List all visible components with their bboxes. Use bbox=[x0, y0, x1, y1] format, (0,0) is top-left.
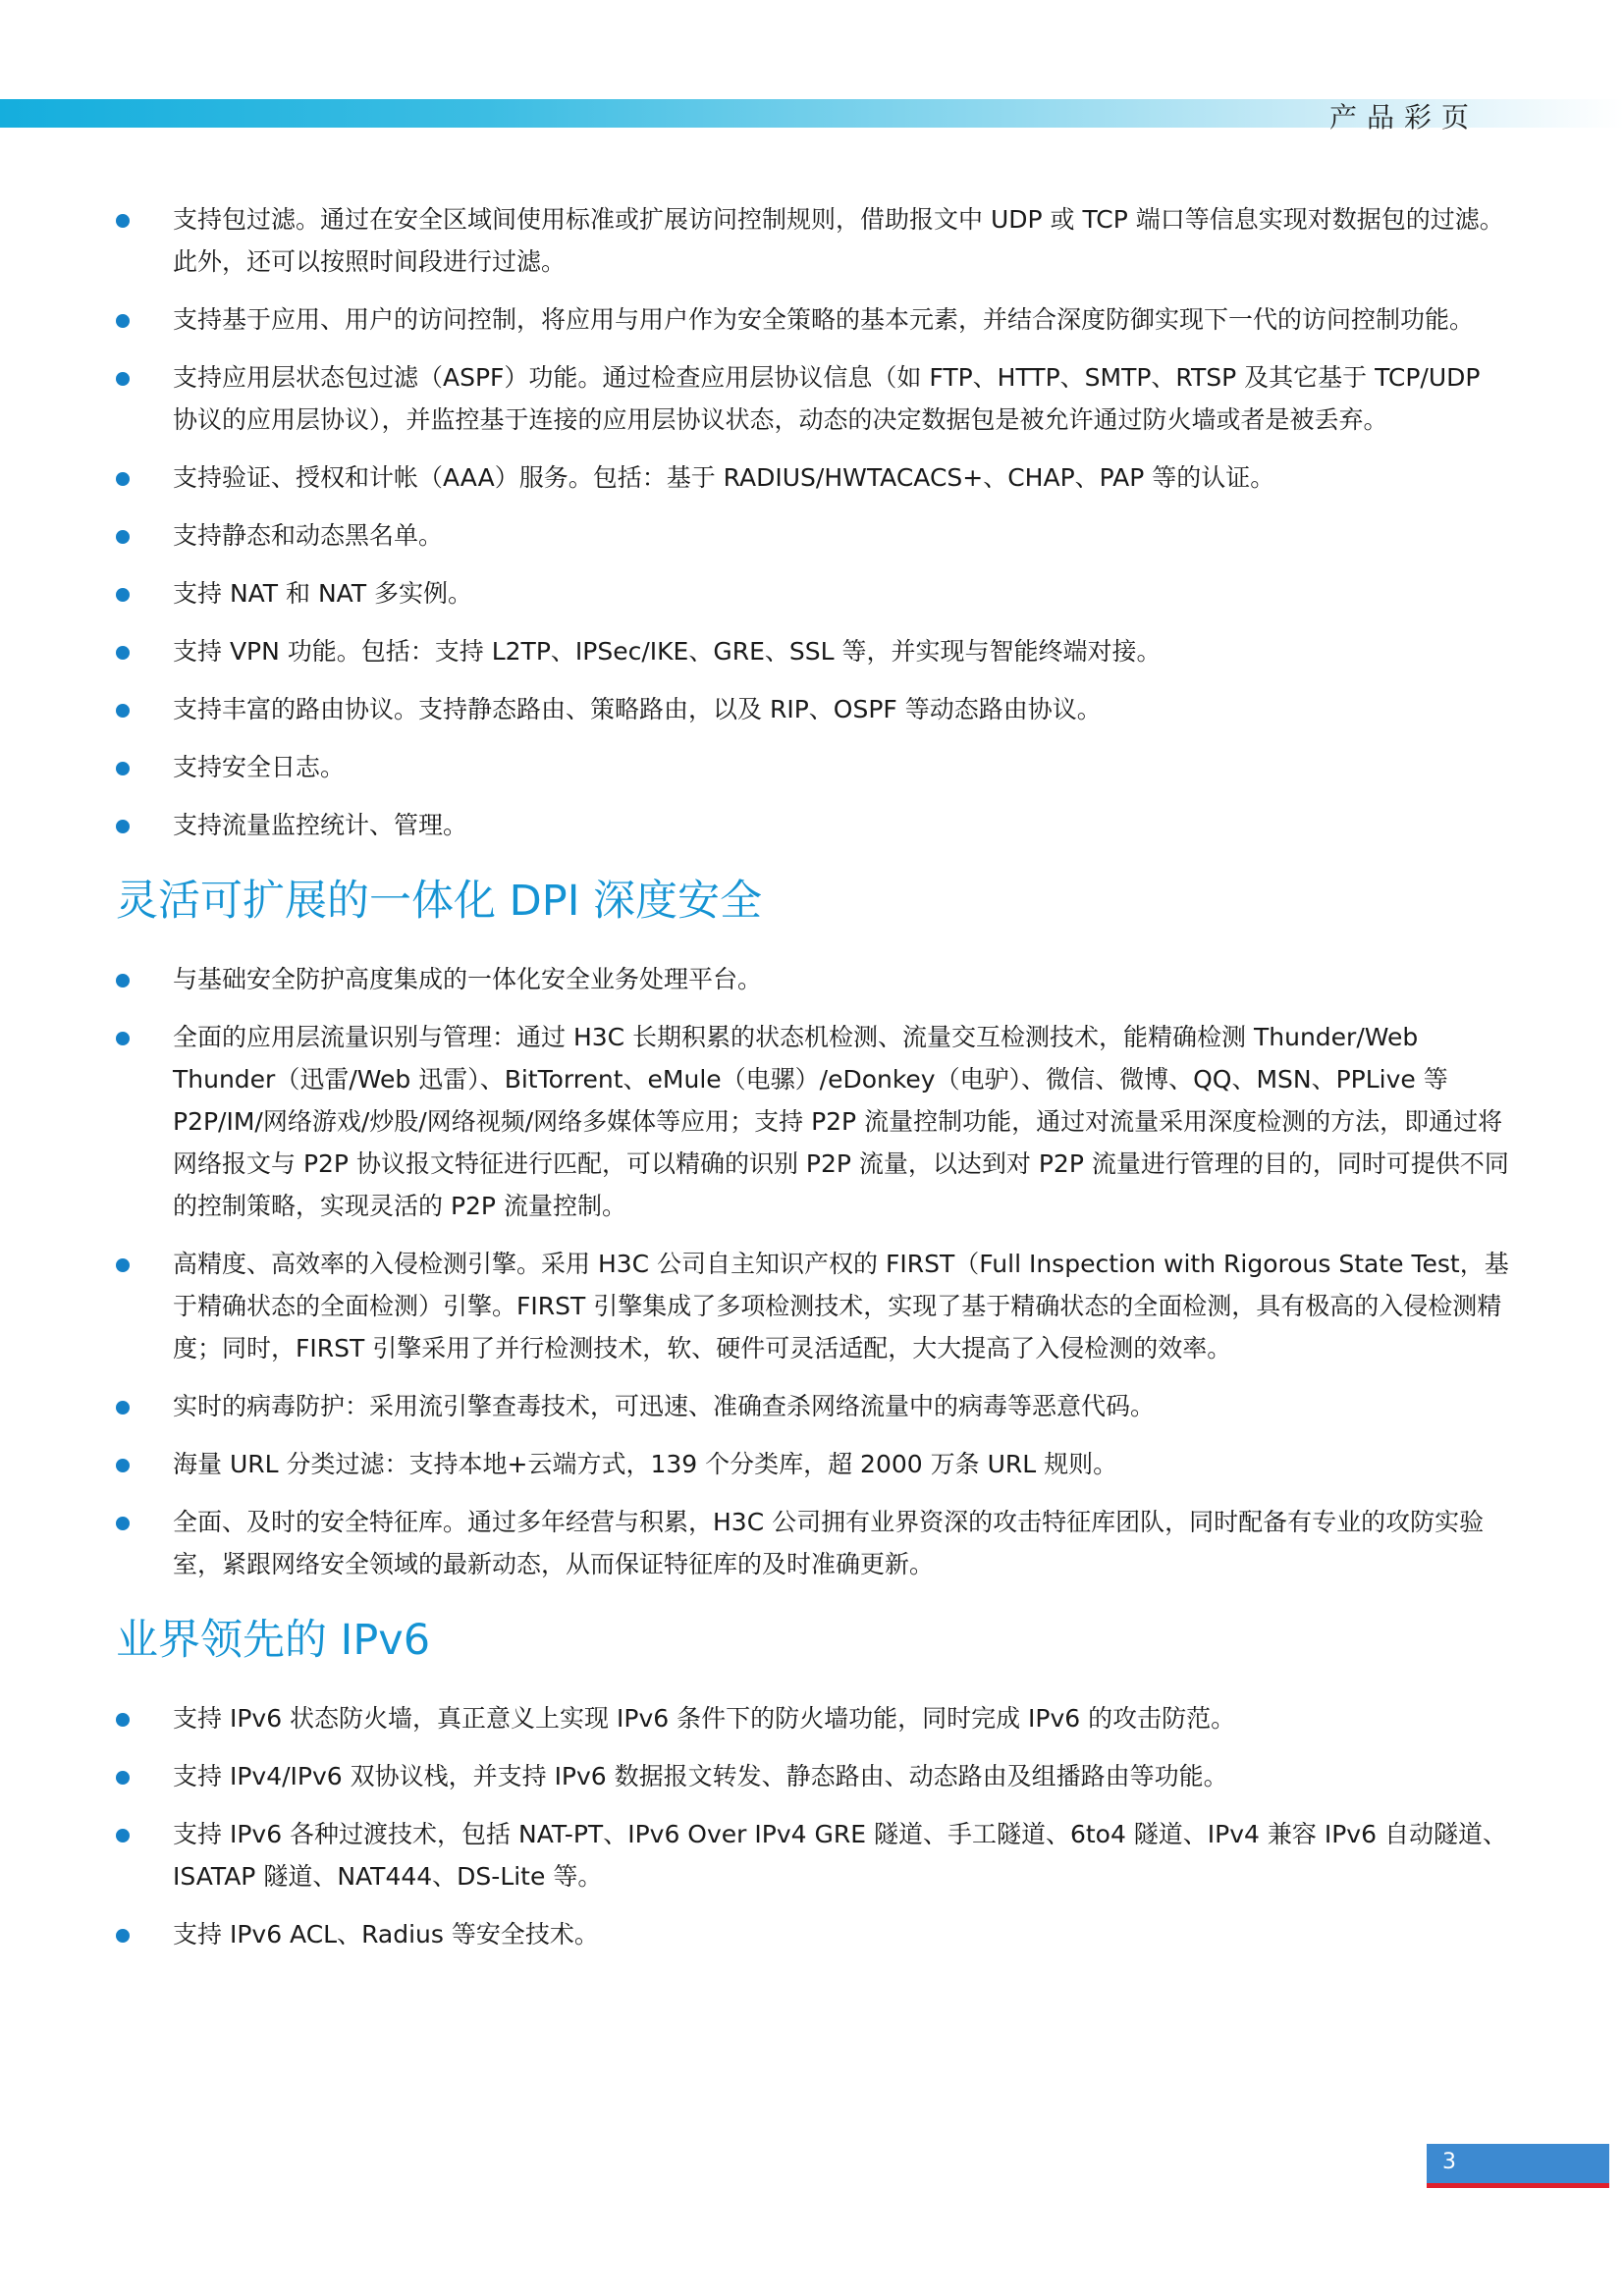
list-item: 高精度、高效率的入侵检测引擎。采用 H3C 公司自主知识产权的 FIRST（Full Inspection with Rigorous State Test，基于精确状态的全面检测）引擎。FIRST 引擎集成了多项检测技术，实现了基于精确状态的全面检测，具有极高的入侵检测精度；同时，FIRST 引擎采用了并行检测技术，软、硬件可灵活适配，大大提高了入侵检测的效率。 bbox=[116, 1243, 1510, 1369]
list-item: 支持基于应用、用户的访问控制，将应用与用户作为安全策略的基本元素，并结合深度防御实现下一代的访问控制功能。 bbox=[116, 298, 1510, 341]
list-item: 支持 IPv4/IPv6 双协议栈，并支持 IPv6 数据报文转发、静态路由、动态路由及组播路由等功能。 bbox=[116, 1755, 1510, 1797]
section-title: 业界领先的 IPv6 bbox=[116, 1616, 431, 1665]
list-item: 海量 URL 分类过滤：支持本地+云端方式，139 个分类库，超 2000 万条 URL 规则。 bbox=[116, 1443, 1510, 1485]
section-title: 灵活可扩展的一体化 DPI 深度安全 bbox=[116, 877, 763, 926]
list-item: 全面的应用层流量识别与管理：通过 H3C 长期积累的状态机检测、流量交互检测技术，能精确检测 Thunder/Web Thunder（迅雷/Web 迅雷）、BitTorrent、eMule（电骡）/eDonkey（电驴）、微信、微博、QQ、MSN、PPLive 等 P2P/IM/网络游戏/炒股/网络视频/网络多媒体等应用；支持 P2P 流量控制功能，通过对流量采用深度检测的方法，即通过将网络报文与 P2P 协议报文特征进行匹配，可以精确的识别 P2P 流量，以达到对 P2P 流量进行管理的目的，同时可提供不同的控制策略，实现灵活的 P2P 流量控制。 bbox=[116, 1016, 1510, 1227]
header-label: 产品彩页 bbox=[1328, 101, 1479, 133]
page-content bbox=[116, 198, 1510, 1971]
list-item: 支持 IPv6 ACL、Radius 等安全技术。 bbox=[116, 1913, 1510, 1955]
list-item: 支持 IPv6 各种过渡技术，包括 NAT-PT、IPv6 Over IPv4 GRE 隧道、手工隧道、6to4 隧道、IPv4 兼容 IPv6 自动隧道、ISATAP 隧道、NAT444、DS-Lite 等。 bbox=[116, 1813, 1510, 1897]
list-item: 支持流量监控统计、管理。 bbox=[116, 804, 1510, 846]
list-item: 支持安全日志。 bbox=[116, 746, 1510, 788]
list-item: 支持静态和动态黑名单。 bbox=[116, 514, 1510, 557]
list-item: 支持 VPN 功能。包括：支持 L2TP、IPSec/IKE、GRE、SSL 等，并实现与智能终端对接。 bbox=[116, 630, 1510, 672]
section-ipv6 bbox=[116, 1613, 1510, 1955]
section-firewall-features bbox=[116, 198, 1510, 846]
list-item: 支持包过滤。通过在安全区域间使用标准或扩展访问控制规则，借助报文中 UDP 或 TCP 端口等信息实现对数据包的过滤。此外，还可以按照时间段进行过滤。 bbox=[116, 198, 1510, 283]
list-item: 实时的病毒防护：采用流引擎查毒技术，可迅速、准确查杀网络流量中的病毒等恶意代码。 bbox=[116, 1385, 1510, 1427]
bullet-list bbox=[116, 198, 1510, 846]
section-dpi-security bbox=[116, 874, 1510, 1585]
bullet-list bbox=[116, 958, 1510, 1585]
list-item: 全面、及时的安全特征库。通过多年经营与积累，H3C 公司拥有业界资深的攻击特征库团队，同时配备有专业的攻防实验室，紧跟网络安全领域的最新动态，从而保证特征库的及时准确更新。 bbox=[116, 1501, 1510, 1585]
list-item: 支持 NAT 和 NAT 多实例。 bbox=[116, 572, 1510, 614]
list-item: 支持验证、授权和计帐（AAA）服务。包括：基于 RADIUS/HWTACACS+、CHAP、PAP 等的认证。 bbox=[116, 456, 1510, 499]
page-number: 3 bbox=[1442, 2150, 1456, 2174]
list-item: 支持丰富的路由协议。支持静态路由、策略路由，以及 RIP、OSPF 等动态路由协议。 bbox=[116, 688, 1510, 730]
list-item: 支持 IPv6 状态防火墙，真正意义上实现 IPv6 条件下的防火墙功能，同时完成 IPv6 的攻击防范。 bbox=[116, 1697, 1510, 1739]
page-number-badge bbox=[1427, 2144, 1609, 2188]
list-item: 与基础安全防护高度集成的一体化安全业务处理平台。 bbox=[116, 958, 1510, 1000]
bullet-list bbox=[116, 1697, 1510, 1955]
list-item: 支持应用层状态包过滤（ASPF）功能。通过检查应用层协议信息（如 FTP、HTTP、SMTP、RTSP 及其它基于 TCP/UDP 协议的应用层协议），并监控基于连接的应用层协议状态，动态的决定数据包是被允许通过防火墙或者是被丢弃。 bbox=[116, 356, 1510, 441]
